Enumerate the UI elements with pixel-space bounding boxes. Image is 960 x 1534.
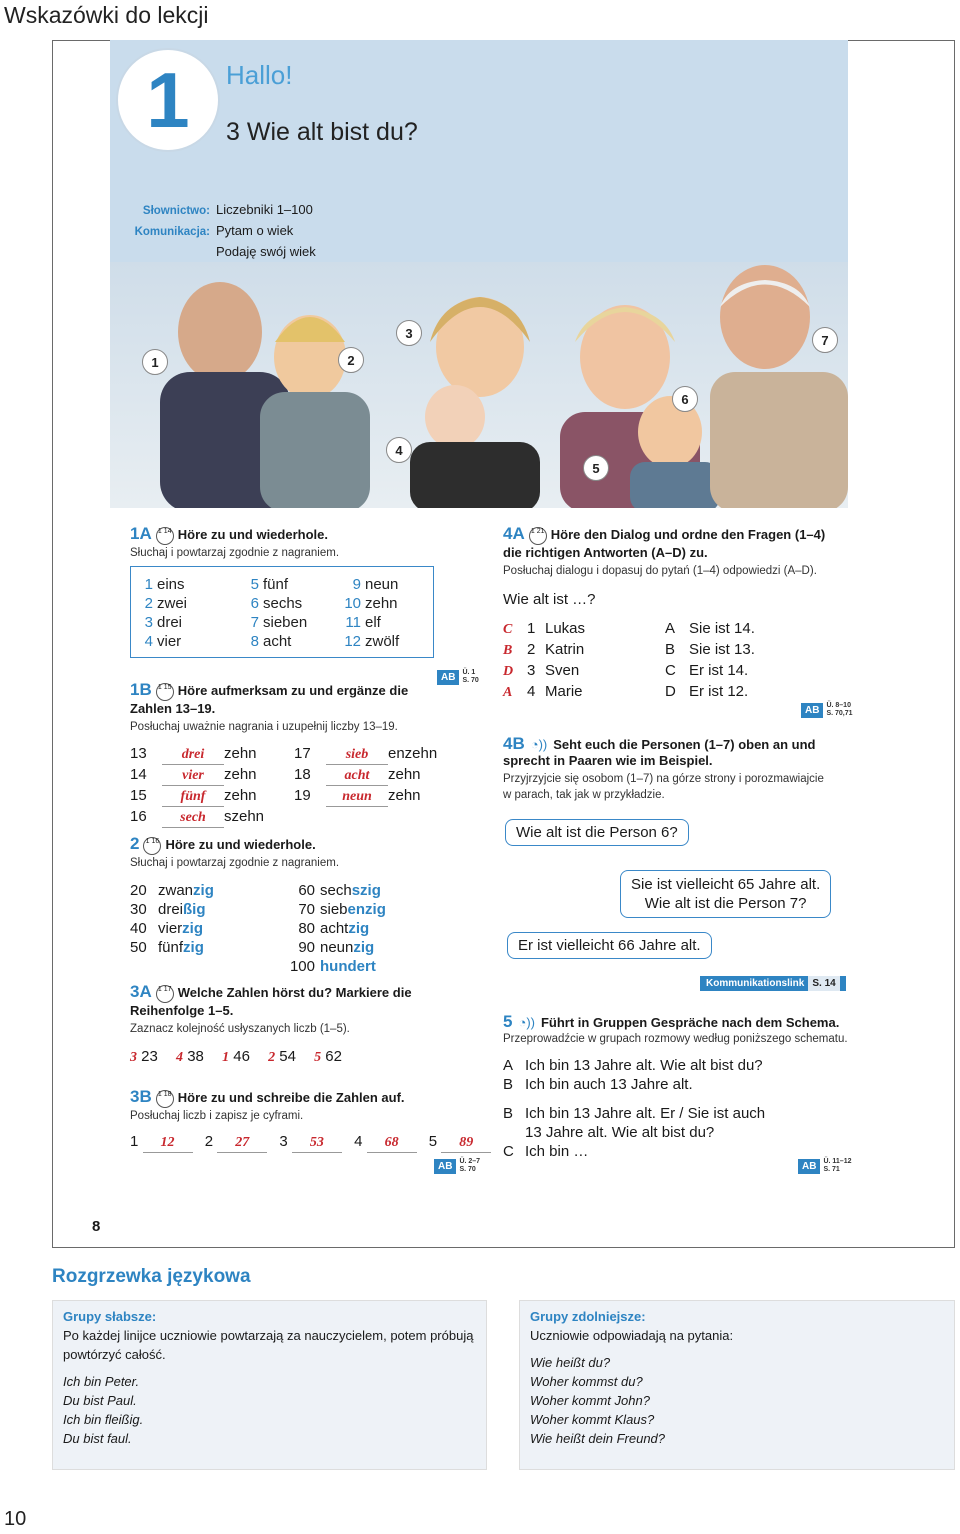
photo-badge-3: 3	[396, 320, 422, 346]
lesson-number: 1	[116, 48, 220, 152]
ex2-left-column: 20 zwanzig 30 dreißig 40 vierzig 50 fünfzig	[130, 882, 214, 956]
ab-ref-5: AB Ü. 11–12 S. 71	[798, 1158, 851, 1174]
ex4a-question: Wie alt ist …?	[503, 591, 596, 608]
ex1b-right-column: 17 sieb enzehn 18 acht zehn 19 neun zehn	[294, 744, 437, 807]
speech-bubble-2: Sie ist vielleicht 65 Jahre alt. Wie alt ist die Person 7?	[620, 870, 831, 918]
speaking-icon: ◔))	[530, 737, 548, 752]
exercise-title: Höre zu und wiederhole.	[177, 527, 328, 542]
ex4a-matching: C 1 Lukas A Sie ist 14. B 2 Katrin B Sie ist 13. D 3 Sven C Er ist 14. A 4 Marie D Er ist 12.	[503, 620, 755, 700]
unit-title: Hallo!	[226, 60, 293, 90]
exercise-5-header: 5 ◔)) Führt in Gruppen Gespräche nach dem Schema. Przeprowadźcie w grupach rozmowy według poniższego schematu.	[503, 1012, 848, 1045]
exercise-2-header: 2 1 16 Höre zu und wiederhole. Słuchaj i powtarzaj zgodnie z nagraniem.	[130, 834, 340, 869]
cd-icon: 1 17	[156, 985, 174, 1003]
photo-badge-6: 6	[672, 386, 698, 412]
exercise-4b-header: 4B ◔)) Seht euch die Personen (1–7) oben an und sprecht in Paaren wie im Beispiel. Przyjrzyjcie się osobom (1–7) na górze strony i porozmawiajcie w parach, tak jak w przykładzie.	[503, 734, 824, 801]
exercise-3a-header: 3A 1 17 Welche Zahlen hörst du? Markiere die Reihenfolge 1–5. Zaznacz kolejność usłyszanych liczb (1–5).	[130, 982, 412, 1035]
lesson-title: 3 Wie alt bist du?	[226, 118, 418, 146]
photo-badge-7: 7	[812, 327, 838, 353]
exercise-4a-header: 4A 1 21 Höre den Dialog und ordne den Fragen (1–4) die richtigen Antworten (A–D) zu. Posłuchaj dialogu i dopasuj do pytań (1–4) odpowiedzi (A–D).	[503, 524, 826, 577]
kommunikationslink-badge: Kommunikationslink S. 14	[700, 976, 846, 991]
ab-ref-1b: AB Ü. 1 S. 70	[437, 669, 479, 685]
exercise-id: 1A	[130, 524, 152, 543]
vocab-label: Słownictwo:	[142, 205, 210, 217]
exercise-3b-header: 3B 1 18 Höre zu und schreibe die Zahlen auf. Posłuchaj liczb i zapisz je cyframi.	[130, 1087, 405, 1122]
ab-ref-3b: AB Ü. 2–7 S. 70	[434, 1158, 480, 1174]
cd-icon: 1 16	[143, 837, 161, 855]
photo-badge-4: 4	[386, 437, 412, 463]
exercise-1b-header: 1B 1 15 Höre aufmerksam zu und ergänze die Zahlen 13–19. Posłuchaj uważnie nagrania i uzupełnij liczby 13–19.	[130, 680, 409, 733]
cd-icon: 1 21	[529, 527, 547, 545]
page-header: Wskazówki do lekcji	[4, 2, 209, 28]
inner-page-number: 8	[92, 1218, 101, 1235]
speech-bubble-1: Wie alt ist die Person 6?	[505, 819, 689, 846]
ex2-right-column: 60 sechszig 70 siebenzig 80 achtzig 90 neunzig 100 hundert	[289, 882, 386, 975]
exercise-instruction: Słuchaj i powtarzaj zgodnie z nagraniem.	[130, 546, 340, 559]
comm-label: Komunikacja:	[134, 226, 210, 238]
ex5-dialog: A Ich bin 13 Jahre alt. Wie alt bist du? B Ich bin auch 13 Jahre alt. B Ich bin 13 Jahre alt. Er / Sie ist auch 13 Jahre alt. Wie alt bist du? C Ich bin …	[503, 1057, 766, 1160]
photo-badge-5: 5	[583, 455, 609, 481]
vocab-text: Liczebniki 1–100	[216, 202, 313, 217]
family-photo	[110, 262, 848, 508]
photo-badge-2: 2	[338, 347, 364, 373]
comm-text-2: Podaję swój wiek	[216, 244, 316, 259]
weak-group-box: Grupy słabsze: Po każdej linijce uczniowie powtarzają za nauczycielem, potem próbują powtórzyć całość. Ich bin Peter. Du bist Paul. Ich bin fleißig. Du bist faul.	[52, 1300, 487, 1470]
ex3a-answers: 3 23 4 38 1 46 2 54 5 62	[130, 1048, 342, 1065]
photo-badge-1: 1	[142, 349, 168, 375]
speech-bubble-3: Er ist vielleicht 66 Jahre alt.	[507, 932, 712, 959]
ex1b-left-column: 13 drei zehn 14 vier zehn 15 fünf zehn 16 sech szehn	[130, 744, 264, 828]
exercise-1a-header	[130, 526, 339, 561]
ex3b-answers: 1 12 2 27 3 53 4 68 5 89	[130, 1132, 491, 1153]
cd-icon: 1 18	[156, 1090, 174, 1108]
page-number: 10	[4, 1508, 27, 1530]
numbers-1-12-table: 1 eins 5 fünf 9 neun 2 zwei 6 sechs 10 zehn 3 drei 7 sieben 11 elf 4 vier 8 acht 12 zwölf	[144, 576, 400, 650]
comm-text-1: Pytam o wiek	[216, 223, 294, 238]
ab-ref-4a: AB Ü. 8–10 S. 70,71	[801, 702, 853, 718]
speaking-icon: ◔))	[518, 1015, 535, 1030]
cd-icon: 1 14	[156, 527, 174, 545]
strong-group-box: Grupy zdolniejsze: Uczniowie odpowiadają na pytania: Wie heißt du? Woher kommst du? Woher kommt John? Woher kommt Klaus? Wie heißt dein Freund?	[519, 1300, 955, 1470]
cd-icon: 1 15	[156, 683, 174, 701]
warmup-title: Rozgrzewka językowa	[52, 1266, 251, 1287]
lesson-goals	[130, 200, 316, 262]
